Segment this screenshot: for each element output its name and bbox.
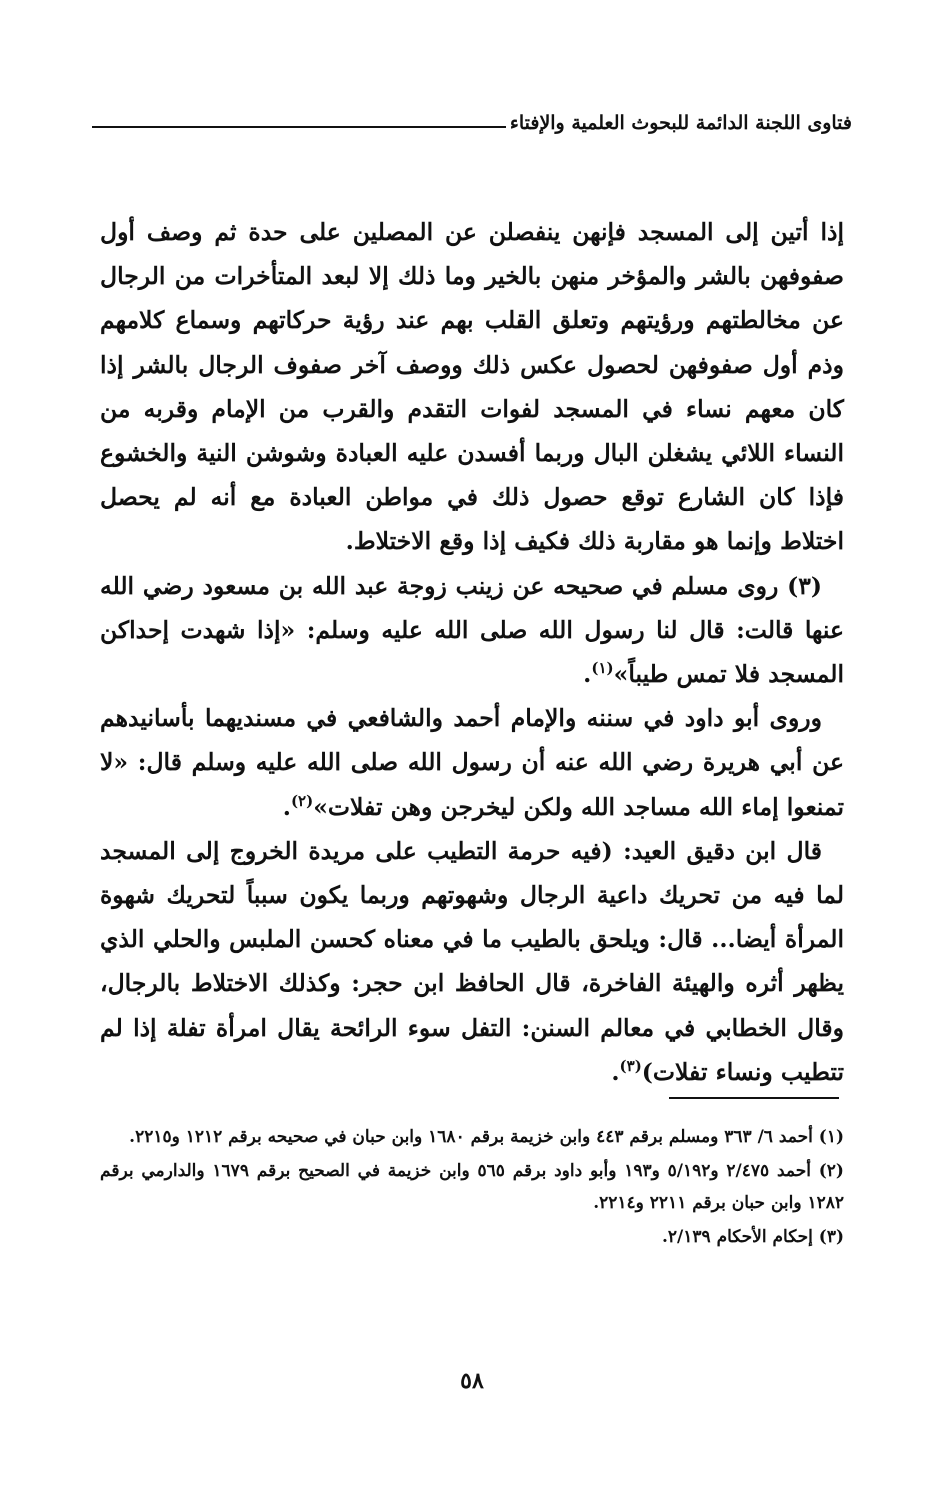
header-rule [92, 126, 506, 128]
footnote-3: (٣) إحكام الأحكام ٢/١٣٩. [662, 1227, 844, 1247]
paragraph-2-tail: . [583, 660, 592, 689]
paragraph-2 [100, 564, 844, 697]
paragraph-4-text: قال ابن دقيق العيد: (فيه حرمة التطيب على مريدة الخروج إلى المسجد لما فيه من تحريك داعية الرجال وشهوتهم وربما يكون سبباً لتحريك شهوة المرأة أيضا... قال: ويلحق بالطيب ما في معناه كحسن الملبس والحلي الذي يظهر أثره والهيئة الفاخرة، قال الحافظ ابن حجر: وكذلك الاختلاط بالرجال، وقال الخطابي في معالم السنن: التفل سوء الرائحة يقال امرأة تفلة إذا لم تتطيب ونساء تفلات) [100, 836, 844, 1086]
paragraph-3-text: وروى أبو داود في سننه والإمام أحمد والشافعي في مسنديهما بأسانيدهم عن أبي هريرة رضي الله عنه أن رسول الله صلى الله عليه وسلم قال: «لا تمنعوا إماء الله مساجد الله ولكن ليخرجن وهن تفلات» [100, 704, 844, 821]
footnote-separator [669, 1097, 839, 1099]
paragraph-4-tail: . [611, 1057, 620, 1086]
body-text [100, 210, 844, 1094]
footnote-ref-3[interactable]: (٣) [619, 1057, 642, 1076]
page-number: ٥٨ [460, 1368, 484, 1394]
running-header [92, 100, 852, 134]
paragraph-3 [100, 696, 844, 829]
paragraph-4 [100, 829, 844, 1094]
footnote-1: (١) أحمد ٦/ ٣٦٣ ومسلم برقم ٤٤٣ وابن خزيمة برقم ١٦٨٠ وابن حبان في صحيحه برقم ١٢١٢ و٢٢١٥. [129, 1127, 844, 1147]
paragraph-2-text: (٣) روى مسلم في صحيحه عن زينب زوجة عبد الله بن مسعود رضي الله عنها قالت: قال لنا رسول الله صلى الله عليه وسلم: «إذا شهدت إحداكن المسجد فلا تمس طيباً» [100, 571, 844, 689]
paragraph-1 [100, 210, 844, 564]
paragraph-3-tail: . [282, 792, 291, 821]
header-title: فتاوى اللجنة الدائمة للبحوث العلمية والإفتاء [509, 112, 852, 134]
footnote-ref-1[interactable]: (١) [591, 659, 614, 678]
footnotes [100, 1121, 844, 1255]
footnote-ref-2[interactable]: (٢) [290, 791, 314, 810]
footnote-2: (٢) أحمد ٢/٤٧٥ و٥/١٩٢ و١٩٣ وأبو داود برقم ٥٦٥ وابن خزيمة في الصحيح برقم ١٦٧٩ والدارمي برقم ١٢٨٢ وابن حبان برقم ٢٢١١ و٢٢١٤. [100, 1161, 844, 1213]
paragraph-1-text: إذا أتين إلى المسجد فإنهن ينفصلن عن المصلين على حدة ثم وصف أول صفوفهن بالشر والمؤخر منهن بالخير وما ذلك إلا لبعد المتأخرات من الرجال عن مخالطتهم ورؤيتهم وتعلق القلب بهم عند رؤية حركاتهم وسماع كلامهم وذم أول صفوفهن لحصول عكس ذلك ووصف آخر صفوف الرجال بالشر إذا كان معهم نساء في المسجد لفوات التقدم والقرب من الإمام وقربه من النساء اللائي يشغلن البال وربما أفسدن عليه العبادة وشوشن النية والخشوع فإذا كان الشارع توقع حصول ذلك في مواطن العبادة مع أنه لم يحصل اختلاط وإنما هو مقاربة ذلك فكيف إذا وقع الاختلاط. [100, 218, 844, 556]
